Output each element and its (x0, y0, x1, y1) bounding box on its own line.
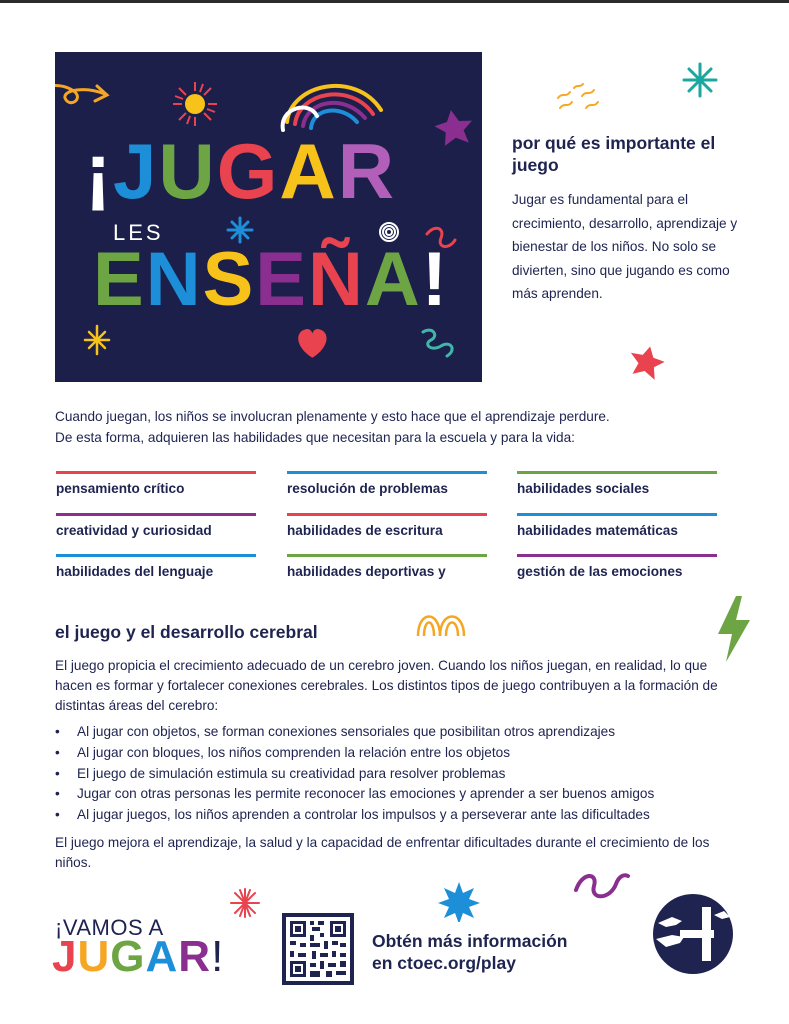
jugar-logo (52, 932, 224, 982)
skill-label: habilidades deportivas y (287, 564, 446, 579)
list-item: • Jugar con otras personas les permite reconocer las emociones y aprender a ser buenos amigos (55, 784, 775, 805)
skill-bar (517, 513, 717, 516)
skill-item (287, 564, 446, 579)
hero-banner (55, 52, 482, 382)
skill-bar (517, 471, 717, 474)
list-item: • El juego de simulación estimula su creatividad para resolver problemas (55, 764, 775, 785)
logo-letter-j: J (52, 932, 78, 981)
intro-line-2: De esta forma, adquieren las habilidades que necesitan para la escuela y para la vida: (55, 430, 575, 445)
skill-item (517, 481, 649, 496)
brain-bullet-list (55, 722, 775, 826)
hero-letter-enye: Ñ (308, 237, 365, 322)
vamos-a-text: ¡VAMOS A (55, 915, 164, 940)
intro-paragraph (55, 406, 755, 448)
hero-letter-g: G (216, 127, 280, 215)
skill-label: habilidades matemáticas (517, 523, 678, 538)
skill-label: resolución de problemas (287, 481, 448, 496)
brain-paragraph: El juego propicia el crecimiento adecuado de un cerebro joven. Cuando los niños juegan, en realidad, lo que hacen es formar y fortalecer conexiones cerebrales. Los distintos tipos de juego contribuyen a la formación de distintas áreas del cerebro: (55, 658, 718, 713)
hero-letter-a: A (279, 127, 338, 215)
skill-item (517, 523, 678, 538)
skill-bar (56, 513, 256, 516)
list-item: • Al jugar con objetos, se forman conexiones sensoriales que posibilitan otros aprendizajes (55, 722, 775, 743)
skill-bar (287, 554, 487, 557)
skill-item (517, 564, 682, 579)
logo-mark: ! (211, 932, 225, 981)
skill-bar (56, 554, 256, 557)
logo-letter-r: R (178, 932, 212, 981)
sparkle-icon (85, 326, 109, 354)
hero-letter-e1: E (93, 237, 146, 322)
hero-title-jugar (85, 127, 397, 215)
lightning-icon (714, 594, 754, 664)
hero-letter-r: R (337, 127, 397, 215)
sun-icon (173, 82, 217, 126)
intro-line-1: Cuando juegan, los niños se involucran plenamente y esto hace que el aprendizaje perdure. (55, 409, 610, 424)
skill-label: habilidades sociales (517, 481, 650, 496)
closing-paragraph: El juego mejora el aprendizaje, la salud y la capacidad de enfrentar dificultades durante el crecimiento de los niños. (55, 835, 710, 870)
pink-burst-icon (228, 886, 262, 920)
sprinkle-icon (552, 78, 612, 114)
skill-label: gestión de las emociones (517, 564, 683, 579)
hero-letter-n: N (145, 237, 203, 322)
arrow-icon (55, 86, 107, 103)
skill-label: creatividad y curiosidad (56, 523, 212, 538)
blue-burst-icon (438, 880, 480, 922)
hero-letter-j: J (112, 127, 159, 215)
more-info-line-1: Obtén más información (372, 931, 568, 951)
logo-letter-a: A (145, 932, 179, 981)
hero-letter-e2: E (255, 237, 308, 322)
qr-code-icon[interactable] (282, 913, 354, 985)
hero-mark-open: ¡ (85, 127, 113, 215)
skill-label: habilidades del lenguaje (56, 564, 214, 579)
hero-decorations (55, 52, 482, 382)
logo-letter-u: U (77, 932, 111, 981)
more-info (372, 930, 567, 974)
skill-bar (56, 471, 256, 474)
hero-title-les: LES (113, 220, 164, 245)
skill-item (56, 481, 184, 496)
rainbow-icon (283, 86, 381, 130)
hero-letter-u: U (158, 127, 217, 215)
teal-asterisk-icon (678, 58, 722, 102)
hero-letter-a2: A (364, 237, 422, 322)
list-item: • Al jugar juegos, los niños aprenden a controlar los impulsos y a perseverar ante las dificultades (55, 805, 775, 826)
coil-icon (423, 330, 452, 356)
skill-item (56, 564, 213, 579)
hands-logo-icon (652, 893, 734, 975)
hero-letter-s: S (202, 237, 256, 322)
brain-heading: el juego y el desarrollo cerebral (55, 622, 318, 642)
red-star-icon (626, 342, 670, 382)
skill-bar (517, 554, 717, 557)
skill-item (56, 523, 212, 538)
skill-bar (287, 471, 487, 474)
list-item: • Al jugar con bloques, los niños comprenden la relación entre los objetos (55, 743, 775, 764)
yellow-arches-icon (414, 604, 470, 640)
more-info-link[interactable]: en ctoec.org/play (372, 953, 516, 973)
top-border (0, 0, 789, 3)
logo-letter-g: G (110, 932, 146, 981)
heart-icon (298, 329, 326, 358)
side-heading: por qué es importante el juego (512, 133, 716, 175)
hero-mark-close: ! (421, 237, 450, 322)
skill-label: pensamiento crítico (56, 481, 185, 496)
hero-title-ensena (93, 237, 450, 322)
star-icon (432, 107, 476, 148)
side-paragraph: Jugar es fundamental para el crecimiento, desarrollo, aprendizaje y bienestar de los niños. No solo se divierten, sino que jugando es como más aprenden. (512, 192, 738, 301)
skill-item (287, 481, 448, 496)
skill-bar (287, 513, 487, 516)
skill-item (287, 523, 443, 538)
skill-label: habilidades de escritura (287, 523, 443, 538)
